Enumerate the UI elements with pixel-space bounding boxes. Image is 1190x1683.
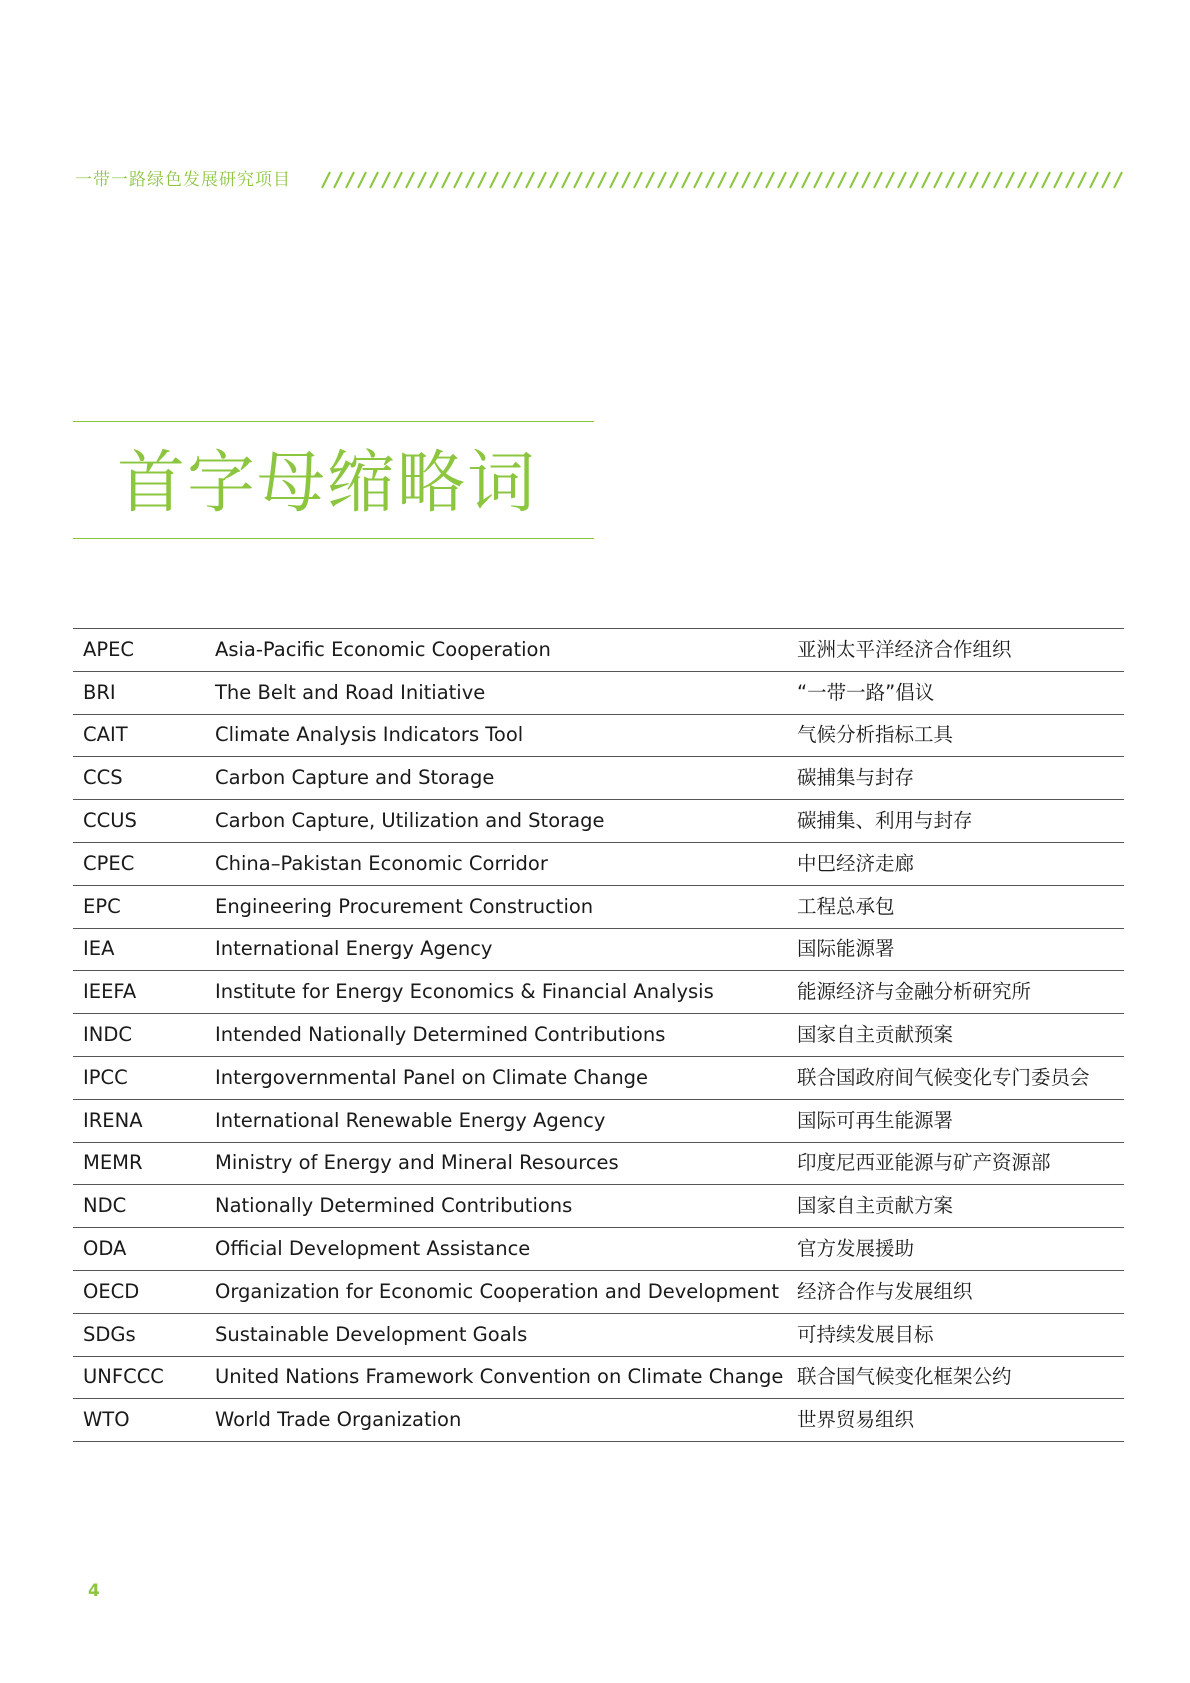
- acronym-cell: SDGs: [73, 1313, 205, 1356]
- acronym-cell: OECD: [73, 1270, 205, 1313]
- hatch-stroke: [814, 172, 822, 188]
- hatch-stroke: [634, 172, 642, 188]
- hatch-stroke: [1102, 172, 1110, 188]
- chinese-term-cell: 联合国气候变化框架公约: [787, 1356, 1124, 1399]
- hatch-stroke: [358, 172, 366, 188]
- hatch-stroke: [1018, 172, 1026, 188]
- english-term-cell: Intergovernmental Panel on Climate Change: [205, 1056, 787, 1099]
- hatch-stroke: [442, 172, 450, 188]
- table-row: [73, 971, 1124, 1014]
- hatch-stroke: [334, 172, 342, 188]
- hatch-stroke: [1030, 172, 1038, 188]
- english-term-cell: Intended Nationally Determined Contributions: [205, 1014, 787, 1057]
- chinese-term-cell: 中巴经济走廊: [787, 842, 1124, 885]
- hatch-stroke: [682, 172, 690, 188]
- acronym-cell: IEEFA: [73, 971, 205, 1014]
- hatch-stroke: [742, 172, 750, 188]
- hatch-stroke: [994, 172, 1002, 188]
- hatch-stroke: [862, 172, 870, 188]
- hatch-stroke: [982, 172, 990, 188]
- english-term-cell: International Energy Agency: [205, 928, 787, 971]
- hatch-stroke: [346, 172, 354, 188]
- table-row: [73, 800, 1124, 843]
- acronym-cell: NDC: [73, 1185, 205, 1228]
- chinese-term-cell: 国际可再生能源署: [787, 1099, 1124, 1142]
- hatch-stroke: [418, 172, 426, 188]
- table-row: [73, 1399, 1124, 1442]
- acronym-cell: INDC: [73, 1014, 205, 1057]
- english-term-cell: Official Development Assistance: [205, 1228, 787, 1271]
- table-row: [73, 842, 1124, 885]
- hatch-stroke: [646, 172, 654, 188]
- hatch-stroke: [802, 172, 810, 188]
- hatch-stroke: [670, 172, 678, 188]
- chinese-term-cell: 国家自主贡献方案: [787, 1185, 1124, 1228]
- acronym-cell: IEA: [73, 928, 205, 971]
- acronym-cell: UNFCCC: [73, 1356, 205, 1399]
- acronym-cell: MEMR: [73, 1142, 205, 1185]
- acronym-cell: CPEC: [73, 842, 205, 885]
- acronym-cell: ODA: [73, 1228, 205, 1271]
- table-row: [73, 1270, 1124, 1313]
- hatch-stroke: [874, 172, 882, 188]
- hatch-stroke: [898, 172, 906, 188]
- chinese-term-cell: 能源经济与金融分析研究所: [787, 971, 1124, 1014]
- hatch-stroke: [718, 172, 726, 188]
- english-term-cell: International Renewable Energy Agency: [205, 1099, 787, 1142]
- chinese-term-cell: 经济合作与发展组织: [787, 1270, 1124, 1313]
- hatch-stroke: [886, 172, 894, 188]
- table-row: [73, 1185, 1124, 1228]
- acronym-cell: APEC: [73, 629, 205, 672]
- hatch-stroke: [970, 172, 978, 188]
- hatch-stroke: [1090, 172, 1098, 188]
- hatch-stroke: [526, 172, 534, 188]
- hatch-stroke: [1078, 172, 1086, 188]
- table-row: [73, 1356, 1124, 1399]
- acronym-cell: WTO: [73, 1399, 205, 1442]
- hatch-stroke: [562, 172, 570, 188]
- acronym-cell: IPCC: [73, 1056, 205, 1099]
- hatch-stroke: [574, 172, 582, 188]
- english-term-cell: Sustainable Development Goals: [205, 1313, 787, 1356]
- hatch-stroke: [730, 172, 738, 188]
- page-title: 首字母缩略词: [117, 444, 538, 523]
- hatch-stroke: [1066, 172, 1074, 188]
- english-term-cell: Asia-Pacific Economic Cooperation: [205, 629, 787, 672]
- table-row: [73, 1056, 1124, 1099]
- hatch-stroke: [910, 172, 918, 188]
- acronym-cell: CCS: [73, 757, 205, 800]
- hatch-stroke: [850, 172, 858, 188]
- hatch-stroke: [322, 172, 330, 188]
- chinese-term-cell: 可持续发展目标: [787, 1313, 1124, 1356]
- hatch-stroke: [586, 172, 594, 188]
- hatch-stroke: [694, 172, 702, 188]
- table-row: [73, 928, 1124, 971]
- hatch-stroke: [514, 172, 522, 188]
- chinese-term-cell: 碳捕集与封存: [787, 757, 1124, 800]
- chinese-term-cell: 气候分析指标工具: [787, 714, 1124, 757]
- english-term-cell: World Trade Organization: [205, 1399, 787, 1442]
- hatch-stroke: [478, 172, 486, 188]
- hatch-stroke: [466, 172, 474, 188]
- hatch-stroke: [658, 172, 666, 188]
- english-term-cell: Engineering Procurement Construction: [205, 885, 787, 928]
- hatch-stroke: [370, 172, 378, 188]
- table-row: [73, 885, 1124, 928]
- chinese-term-cell: 官方发展援助: [787, 1228, 1124, 1271]
- english-term-cell: Carbon Capture and Storage: [205, 757, 787, 800]
- english-term-cell: Carbon Capture, Utilization and Storage: [205, 800, 787, 843]
- hatch-stroke: [550, 172, 558, 188]
- english-term-cell: Organization for Economic Cooperation and Development: [205, 1270, 787, 1313]
- chinese-term-cell: “一带一路”倡议: [787, 671, 1124, 714]
- hatch-stroke: [502, 172, 510, 188]
- table-row: [73, 714, 1124, 757]
- english-term-cell: United Nations Framework Convention on Climate Change: [205, 1356, 787, 1399]
- hatch-stroke: [430, 172, 438, 188]
- chinese-term-cell: 国际能源署: [787, 928, 1124, 971]
- decorative-hatch-band: [320, 170, 1130, 190]
- english-term-cell: Nationally Determined Contributions: [205, 1185, 787, 1228]
- hatch-stroke: [934, 172, 942, 188]
- hatch-stroke: [706, 172, 714, 188]
- chinese-term-cell: 亚洲太平洋经济合作组织: [787, 629, 1124, 672]
- hatch-stroke: [610, 172, 618, 188]
- acronym-cell: IRENA: [73, 1099, 205, 1142]
- table-row: [73, 1014, 1124, 1057]
- chinese-term-cell: 联合国政府间气候变化专门委员会: [787, 1056, 1124, 1099]
- title-block: [73, 421, 594, 539]
- hatch-stroke: [946, 172, 954, 188]
- hatch-stroke: [394, 172, 402, 188]
- table-row: [73, 629, 1124, 672]
- chinese-term-cell: 印度尼西亚能源与矿产资源部: [787, 1142, 1124, 1185]
- hatch-stroke: [754, 172, 762, 188]
- hatch-stroke: [454, 172, 462, 188]
- hatch-stroke: [838, 172, 846, 188]
- page-number: 4: [88, 1581, 100, 1601]
- hatch-stroke: [598, 172, 606, 188]
- hatch-stroke: [1114, 172, 1122, 188]
- acronym-cell: CAIT: [73, 714, 205, 757]
- hatch-stroke: [778, 172, 786, 188]
- table-row: [73, 1313, 1124, 1356]
- hatch-stroke: [790, 172, 798, 188]
- hatch-stroke: [1042, 172, 1050, 188]
- chinese-term-cell: 碳捕集、利用与封存: [787, 800, 1124, 843]
- english-term-cell: Climate Analysis Indicators Tool: [205, 714, 787, 757]
- hatch-stroke: [922, 172, 930, 188]
- english-term-cell: Institute for Energy Economics & Financial Analysis: [205, 971, 787, 1014]
- table-row: [73, 671, 1124, 714]
- table-row: [73, 1228, 1124, 1271]
- hatch-stroke: [766, 172, 774, 188]
- english-term-cell: The Belt and Road Initiative: [205, 671, 787, 714]
- hatch-stroke: [1006, 172, 1014, 188]
- chinese-term-cell: 世界贸易组织: [787, 1399, 1124, 1442]
- hatch-stroke: [382, 172, 390, 188]
- chinese-term-cell: 国家自主贡献预案: [787, 1014, 1124, 1057]
- acronym-cell: CCUS: [73, 800, 205, 843]
- table-row: [73, 757, 1124, 800]
- acronym-cell: EPC: [73, 885, 205, 928]
- acronym-cell: BRI: [73, 671, 205, 714]
- hatch-stroke: [406, 172, 414, 188]
- hatch-stroke: [826, 172, 834, 188]
- acronym-table: [73, 628, 1124, 1442]
- hatch-stroke: [958, 172, 966, 188]
- english-term-cell: Ministry of Energy and Mineral Resources: [205, 1142, 787, 1185]
- english-term-cell: China–Pakistan Economic Corridor: [205, 842, 787, 885]
- hatch-stroke: [538, 172, 546, 188]
- chinese-term-cell: 工程总承包: [787, 885, 1124, 928]
- hatch-stroke: [490, 172, 498, 188]
- hatch-stroke: [622, 172, 630, 188]
- hatch-stroke: [1054, 172, 1062, 188]
- table-row: [73, 1099, 1124, 1142]
- running-header: 一带一路绿色发展研究项目: [75, 170, 291, 190]
- table-row: [73, 1142, 1124, 1185]
